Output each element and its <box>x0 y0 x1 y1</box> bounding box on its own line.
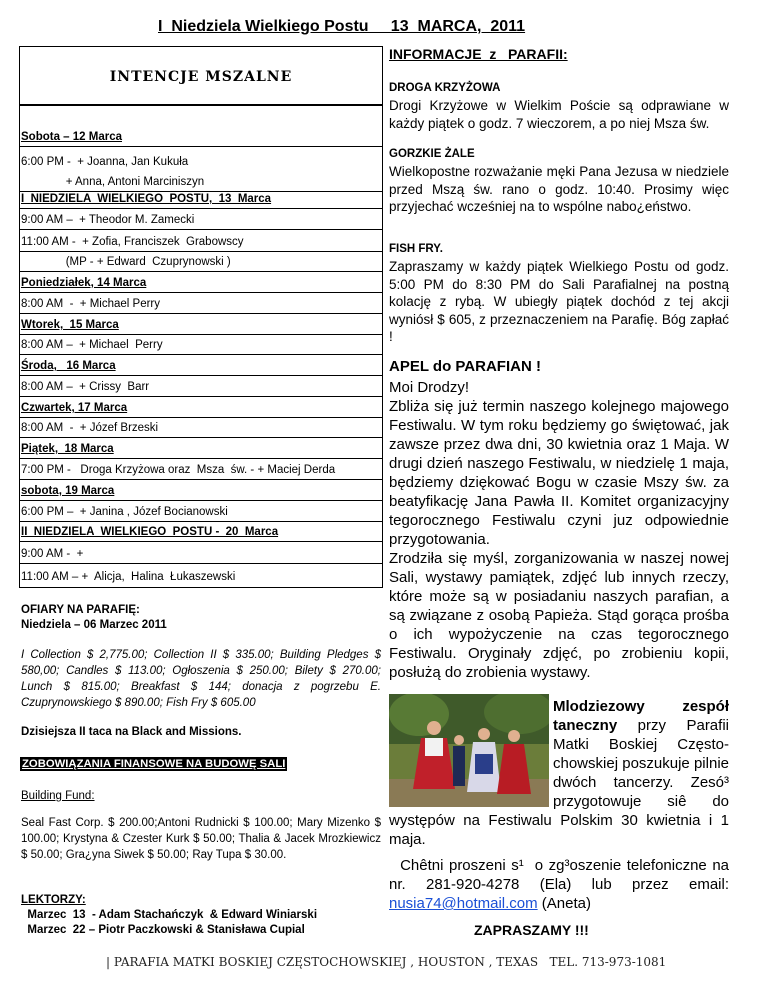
intencje-row-divider <box>20 251 382 252</box>
intencje-entry: (MP - + Edward Czuprynowski ) <box>21 256 231 268</box>
intencje-row-divider <box>20 541 382 542</box>
droga-text: Drogi Krzyżowe w Wielkim Poście są odprawiane w każdy piątek o godz. 7 wieczorem, a po niej Msza św. <box>389 98 729 131</box>
intencje-day-heading: Wtorek, 15 Marca <box>21 319 119 331</box>
intencje-entry: 8:00 AM – + Michael Perry <box>21 339 163 351</box>
dance-group-title: Mlodziezowy zespół taneczny <box>553 698 729 734</box>
intencje-row-divider <box>20 208 382 209</box>
ofiary-date: Niedziela – 06 Marzec 2011 <box>21 619 167 631</box>
apel-title: APEL do PARAFIAN ! <box>389 358 541 375</box>
droga-title: DROGA KRZYŻOWA <box>389 82 501 94</box>
intencje-row-divider <box>20 437 382 438</box>
intencje-row-divider <box>20 500 382 501</box>
lektorzy-section <box>21 893 317 938</box>
intencje-entry: 6:00 PM - + Joanna, Jan Kukuła <box>21 156 189 168</box>
intencje-row-divider <box>20 292 382 293</box>
lektorzy-title: LEKTORZY: <box>21 894 86 906</box>
bulletin-header: I Niedziela Wielkiego Postu 13 MARCA, 2011 <box>158 18 526 35</box>
zobowiazania-title: ZOBOWIĄZANIA FINANSOWE NA BUDOWĘ SALI <box>22 758 286 770</box>
zapraszamy-text: ZAPRASZAMY !!! <box>474 922 589 938</box>
fish-fry-title: FISH FRY. <box>389 243 443 255</box>
intencje-row-divider <box>20 229 382 230</box>
intencje-day-heading: II NIEDZIELA WIELKIEGO POSTU - 20 Marca <box>21 526 279 538</box>
intencje-day-heading: Piątek, 18 Marca <box>21 443 114 455</box>
gorzkie-text: Wielkopostne rozważanie męki Pana Jezusa w niedziele przed Mszą św. rano o godz. 10:40. Prosimy więc przyjechać wcześniej na to wspólne nabo¿eństwo. <box>389 164 729 214</box>
intencje-day-heading: sobota, 19 Marca <box>21 485 115 497</box>
intencje-day-heading: Środa, 16 Marca <box>21 360 116 372</box>
contact-prefix: Chêtni proszeni s¹ o zg³oszenie telefoniczne na nr. 281-920-4278 (Ela) lub przez email: <box>389 857 734 893</box>
intencje-entry: 7:00 PM - Droga Krzyżowa oraz Msza św. - + Maciej Derda <box>21 464 336 476</box>
intencje-row-divider <box>20 313 382 314</box>
intencje-day-heading: Sobota – 12 Marca <box>21 131 122 143</box>
intencje-entry: 8:00 AM - + Michael Perry <box>21 298 161 310</box>
intencje-row-divider <box>20 334 382 335</box>
collection-text: I Collection $ 2,775.00; Collection II $ 335.00; Building Pledges $ 580,00; Candles $ 113.00; Ogłoszenia $ 250.00; Bilety $ 270.00; Lunch $ 815.00; Breakfast $ 144; donacja z pogrzebu E. Czuprynowskiego $ 890.00; Fish Fry $ 605.00 <box>21 649 381 709</box>
intencje-entry: 8:00 AM - + Józef Brzeski <box>21 422 159 434</box>
gorzkie-title: GORZKIE ŻALE <box>389 148 475 160</box>
intencje-entry: 11:00 AM – + Alicja, Halina Łukaszewski <box>21 571 236 583</box>
intencje-divider <box>20 104 382 106</box>
intencje-entry: 6:00 PM – + Janina , Józef Bocianowski <box>21 506 228 518</box>
intencje-day-heading: Czwartek, 17 Marca <box>21 402 128 414</box>
building-fund-donors: Seal Fast Corp. $ 200.00;Antoni Rudnicki $ 100.00; Mary Mizenko $ 100.00; Krystyna & Czester Kurk $ 50.00; Thalia & Jacek Mrozkiewicz $ 50.00; Gra¿yna Siwek $ 50.00; Ray Tupa $ 30.00. <box>21 817 381 861</box>
intencje-row-divider <box>20 458 382 459</box>
contact-suffix: (Aneta) <box>537 895 591 912</box>
intencje-row-divider <box>20 563 382 564</box>
building-fund-label: Building Fund: <box>21 790 95 802</box>
informacje-title: INFORMACJE z PARAFII: <box>389 46 568 62</box>
lektorzy-line: Marzec 13 - Adam Stachańczyk & Edward Winiarski <box>21 909 318 921</box>
photo-spacer <box>389 697 553 809</box>
intencje-row-divider <box>20 354 382 355</box>
intencje-entry: 9:00 AM – + Theodor M. Zamecki <box>21 214 195 226</box>
page-footer: | PARAFIA MATKI BOSKIEJ CZĘSTOCHOWSKIEJ , HOUSTON , TEXAS TEL. 713-973-1081 <box>106 955 667 969</box>
intencje-row-divider <box>20 479 382 480</box>
intencje-title: INTENCJE MSZALNE <box>109 69 293 85</box>
intencje-entry: 9:00 AM - + <box>21 548 84 560</box>
intencje-entry: + Anna, Antoni Marciniszyn <box>21 176 205 188</box>
email-link[interactable]: nusia74@hotmail.com <box>389 895 538 912</box>
intencje-row-divider <box>20 396 382 397</box>
intencje-box <box>19 46 383 588</box>
ofiary-title: OFIARY NA PARAFIĘ: <box>21 604 140 616</box>
apel-text: Moi Drodzy! Zbliża się już termin naszego kolejnego majowego Festiwalu. W tym roku będziemy go świętować, jak zawsze przez dwa dni, 30 kwietnia oraz 1 Maja. W drugi dzień naszego Festiwalu, w niedzielę 1 maja, będziemy dziękować Bogu w czasie Mszy św. za beatyfikację Jana Pawła II. Komitet organizacyjny tegorocznego Festiwalu czyni juz odpowiednie przygotowania. Zrodziła się myśl, zorganizowania w naszej nowej Sali, wystawy pamiątek, zdjęć lub innych rzeczy, które może są w posiadaniu naszych parafian, a są związane z osobą Papieża. Stąd gorąca prośba o ich wypożyczenie na czas tegorocznego Festiwalu. Oryginały zdjęć, po zrobieniu kopii, posłużą do zrobienia wystawy. <box>389 379 729 681</box>
intencje-row-divider <box>20 521 382 522</box>
fish-fry-text: Zapraszamy w każdy piątek Wielkiego Postu od godz. 5:00 PM do 8:30 PM do Sali Parafialnej na postną kolację z rybą. W ubiegły piątek dochód z tej akcji wyniósł $ 605, z przeznaczeniem na Parafię. Bóg zapłać ! <box>389 259 729 344</box>
black-missions-note: Dzisiejsza II taca na Black and Missions. <box>21 726 242 738</box>
intencje-entry: 8:00 AM – + Crissy Barr <box>21 381 150 393</box>
intencje-row-divider <box>20 146 382 147</box>
dance-group-body: przy Parafii Matki Boskiej Często-chowskiej poszukuje pilnie dwóch tancerzy. Zesó³ przygotowuje siê do występów na Festiwalu Polskim 30 kwietnia i 1 maja. <box>389 717 729 848</box>
intencje-row-divider <box>20 375 382 376</box>
ofiary-section <box>21 603 381 633</box>
dance-group-text <box>389 697 729 849</box>
intencje-row-divider <box>20 271 382 272</box>
intencje-entry: 11:00 AM - + Zofia, Franciszek Grabowscy <box>21 236 244 248</box>
intencje-day-heading: Poniedziałek, 14 Marca <box>21 277 147 289</box>
intencje-row-divider <box>20 191 382 192</box>
lektorzy-line: Marzec 22 – Piotr Paczkowski & Stanisława Cupial <box>21 924 305 936</box>
intencje-day-heading: I NIEDZIELA WIELKIEGO POSTU, 13 Marca <box>21 193 272 205</box>
intencje-row-divider <box>20 417 382 418</box>
contact-text <box>389 856 734 913</box>
